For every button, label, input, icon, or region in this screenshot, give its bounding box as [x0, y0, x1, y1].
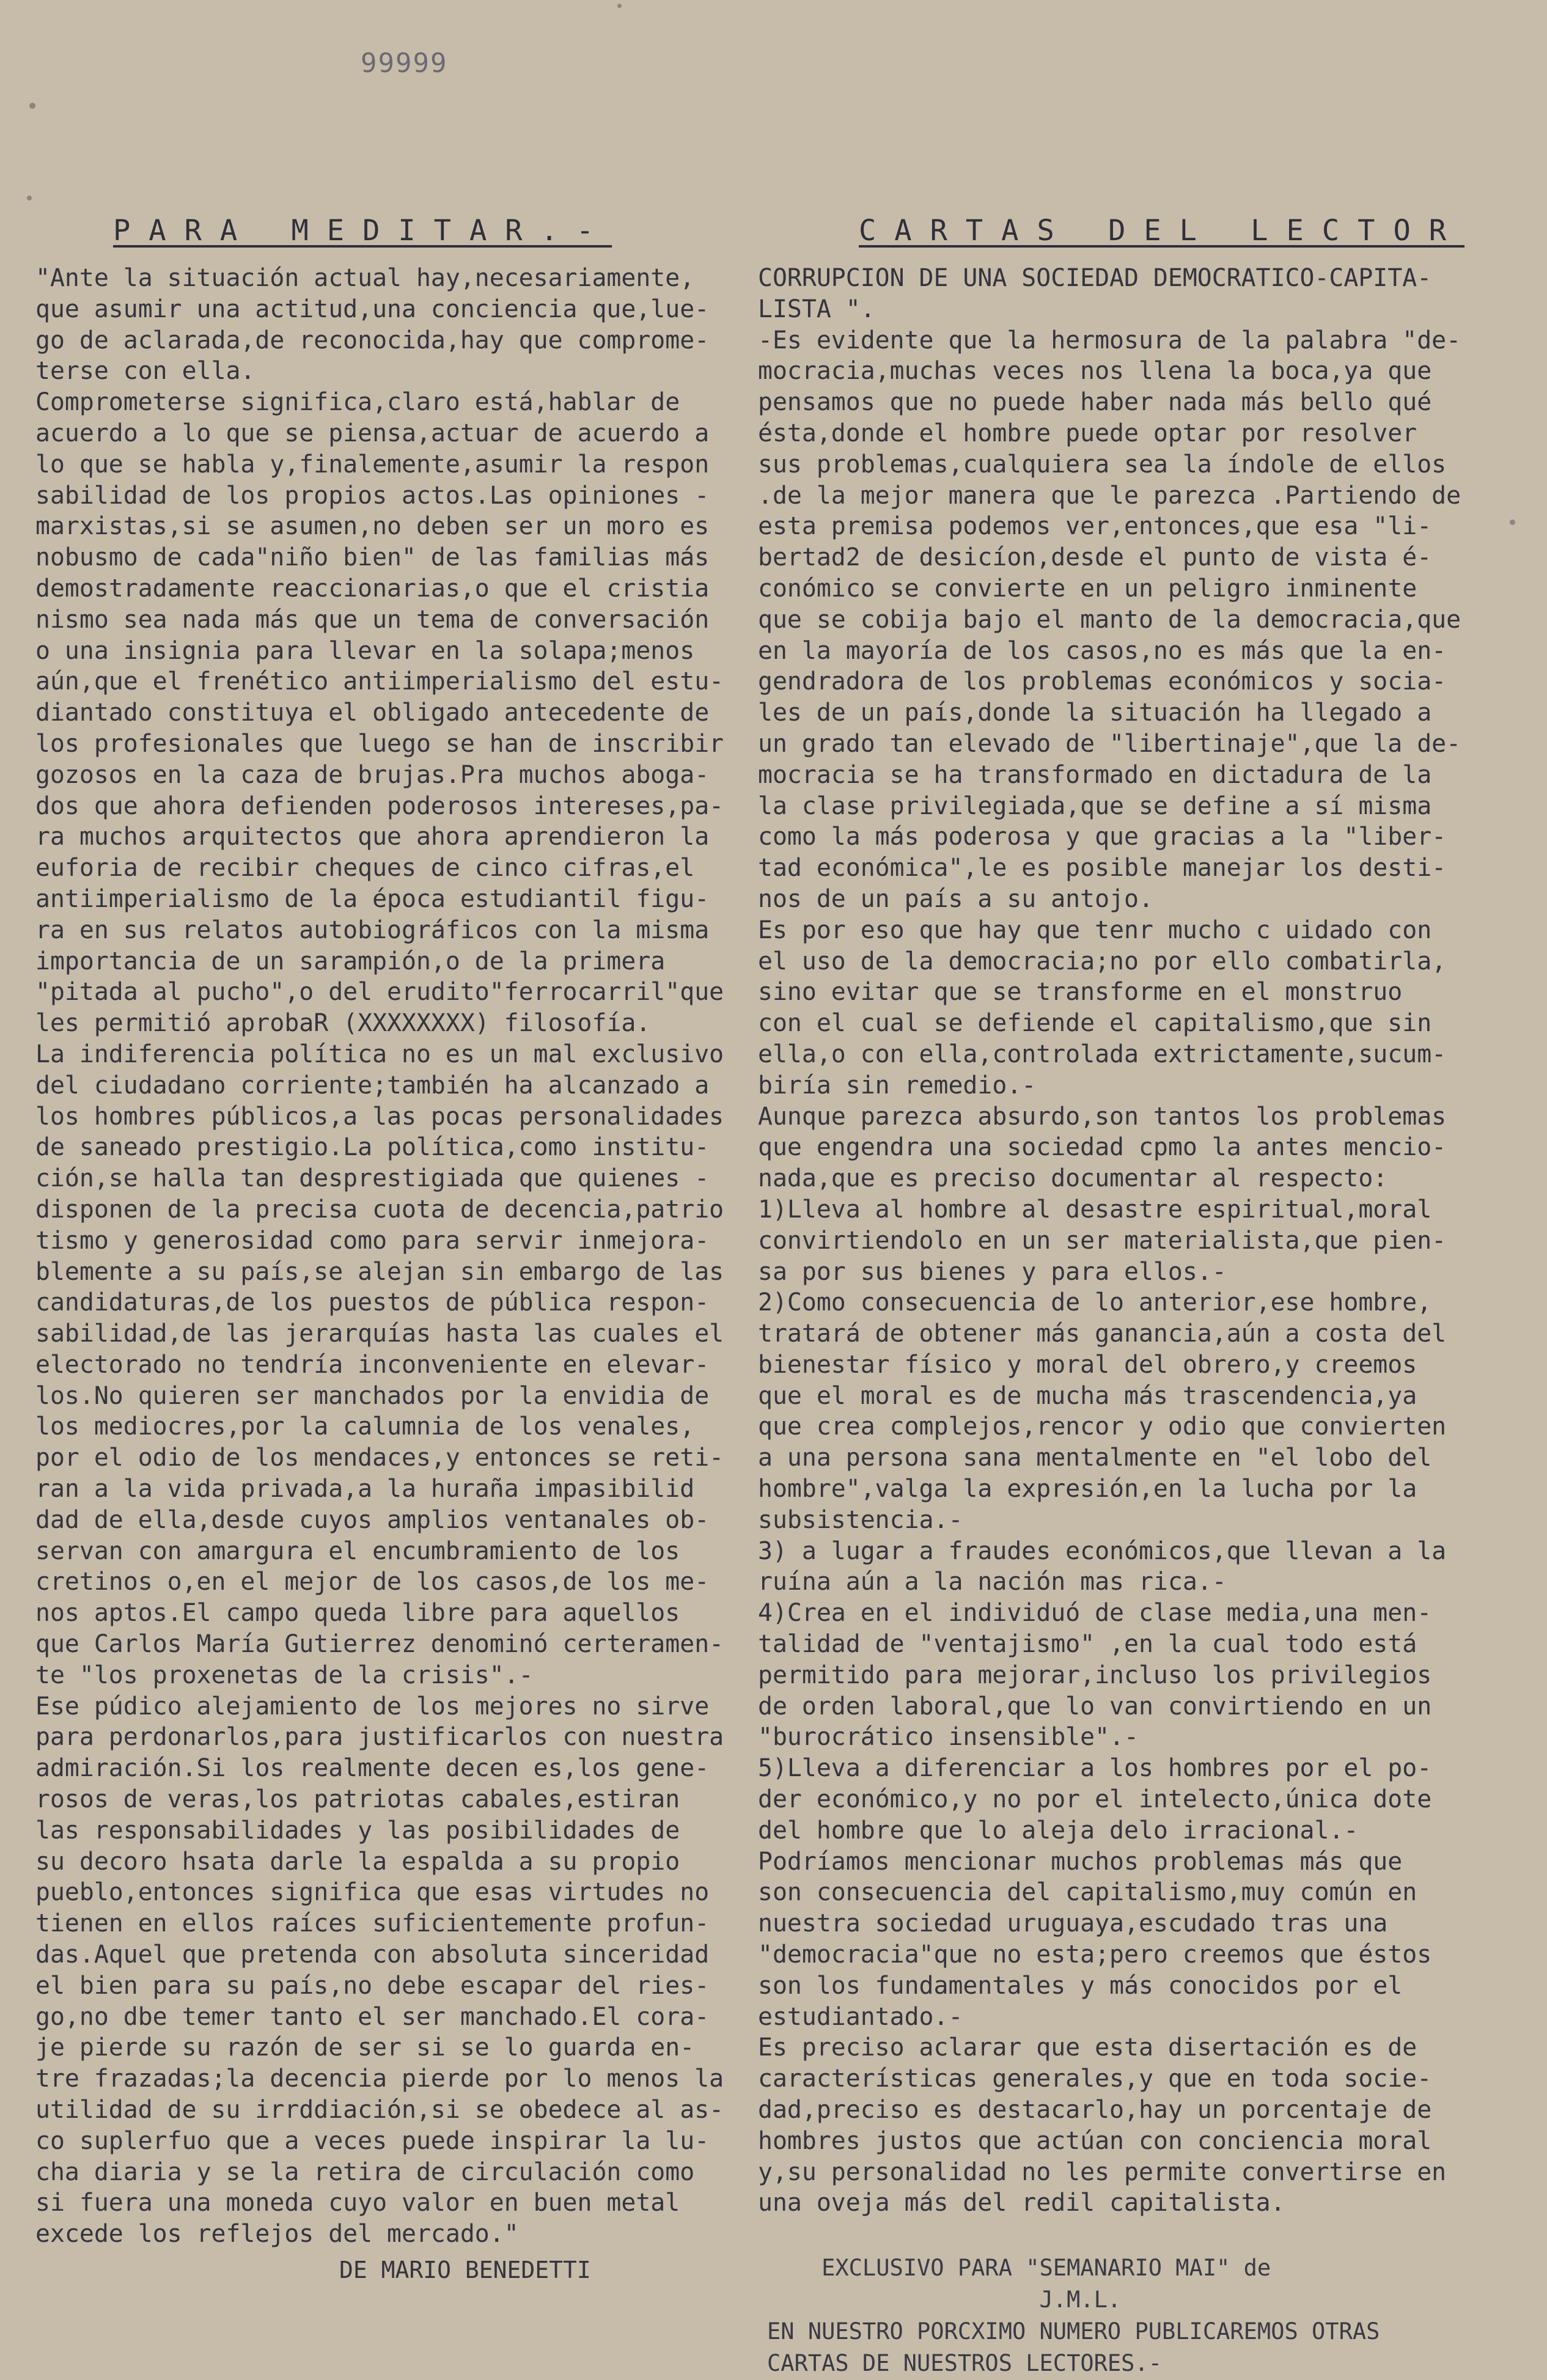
text-line: una oveja más del redil capitalista.	[758, 2189, 1285, 2217]
text-line: mocracia,muchas veces nos llena la boca,ya que	[758, 357, 1432, 386]
text-line: en la mayoría de los casos,no es más que la en-	[758, 636, 1447, 665]
text-line: un grado tan elevado de "libertinaje",que la de-	[758, 729, 1461, 758]
text-line: sabilidad de los propios actos.Las opiniones -	[35, 481, 710, 510]
text-line: je pierde su razón de ser si se lo guarda en-	[35, 2033, 695, 2062]
text-line: tre frazadas;la decencia pierde por lo menos la	[35, 2065, 724, 2093]
text-line: 3) a lugar a fraudes económicos,que llevan a la	[758, 1537, 1447, 1565]
ink-smudge	[29, 103, 35, 109]
text-line: dad,preciso es destacarlo,hay un porcentaje de	[758, 2096, 1432, 2125]
text-line: que engendra una sociedad cpmo la antes mencio-	[758, 1133, 1447, 1162]
text-line: les de un país,donde la situación ha llegado a	[758, 699, 1432, 727]
text-line: o una insignia para llevar en la solapa;menos	[35, 636, 695, 665]
text-line: ra en sus relatos autobiográficos con la misma	[35, 916, 710, 944]
text-line: blemente a su país,se alejan sin embargo de las	[35, 1257, 724, 1286]
text-line: das.Aquel que pretenda con absoluta sinceridad	[35, 1941, 710, 1969]
text-line: hombres justos que actúan con conciencia moral	[758, 2126, 1432, 2155]
text-line: características generales,y que en toda socie-	[758, 2065, 1432, 2093]
text-line: ésta,donde el hombre puede optar por resolver	[758, 419, 1417, 447]
text-line: La indiferencia política no es un mal exclusivo	[35, 1040, 724, 1068]
text-line: ruína aún a la nación mas rica.-	[758, 1568, 1227, 1596]
text-line: excede los reflejos del mercado."	[35, 2220, 519, 2249]
text-line: nada,que es preciso documentar al respecto:	[758, 1164, 1388, 1193]
text-line: Es por eso que hay que tenr mucho c uidado con	[758, 916, 1432, 944]
text-line: -Es evidente que la hermosura de la palabra "de-	[758, 326, 1461, 354]
text-line: de orden laboral,que lo van convirtiendo en un	[758, 1692, 1432, 1721]
text-line: nos de un país a su antojo.	[758, 884, 1153, 913]
text-line: como la más poderosa y que gracias a la "liber-	[758, 823, 1447, 851]
text-line: "democracia"que no esta;pero creemos que éstos	[758, 1941, 1432, 1969]
text-line: la clase privilegiada,que se define a sí misma	[758, 791, 1432, 820]
text-line: LISTA ".	[758, 295, 875, 323]
text-line: "pitada al pucho",o del erudito"ferrocarril"que	[35, 978, 724, 1007]
text-line: a una persona sana mentalmente en "el lobo del	[758, 1444, 1432, 1472]
text-line: pensamos que no puede haber nada más bello qué	[758, 388, 1432, 417]
text-line: Es preciso aclarar que esta disertación es de	[758, 2033, 1417, 2062]
text-line: nuestra sociedad uruguaya,escudado tras una	[758, 1909, 1388, 1938]
text-line: terse con ella.	[35, 357, 255, 386]
ink-smudge	[617, 4, 622, 8]
text-line: CORRUPCION DE UNA SOCIEDAD DEMOCRATICO-CAPITA-	[758, 264, 1432, 292]
text-line: bertad2 de desicíon,desde el punto de vista é-	[758, 543, 1432, 572]
text-line: de saneado prestigio.La política,como institu-	[35, 1133, 710, 1162]
text-line: su decoro hsata darle la espalda a su propio	[35, 1847, 680, 1876]
text-line: tismo y generosidad como para servir inmejora-	[35, 1226, 710, 1255]
text-line: que el moral es de mucha más trascendencia,ya	[758, 1381, 1417, 1410]
text-line: sa por sus bienes y para ellos.-	[758, 1257, 1227, 1286]
text-line: esta premisa podemos ver,entonces,que esa "li-	[758, 512, 1432, 541]
ink-smudge	[27, 196, 32, 200]
text-line: les permitió aprobaR (XXXXXXXX) filosofía.	[35, 1009, 651, 1038]
signature-line: EN NUESTRO PORCXIMO NUMERO PUBLICAREMOS OTRAS	[767, 2318, 1380, 2345]
ink-smudge	[1510, 520, 1515, 525]
text-line: sino evitar que se transforme en el monstruo	[758, 978, 1403, 1007]
text-line: si fuera una moneda cuyo valor en buen metal	[35, 2189, 680, 2217]
text-line: dos que ahora defienden poderosos intereses,pa-	[35, 791, 724, 820]
text-line: el bien para su país,no debe escapar del ries-	[35, 1971, 710, 2000]
text-line: ra muchos arquitectos que ahora aprendieron la	[35, 823, 710, 851]
text-line: los profesionales que luego se han de inscribir	[35, 729, 724, 758]
text-line: 4)Crea en el individuó de clase media,una men-	[758, 1599, 1432, 1628]
text-line: tad económica",le es posible manejar los desti-	[758, 854, 1447, 883]
letter-signature-block	[767, 2252, 1525, 2379]
text-line: las responsabilidades y las posibilidades de	[35, 1816, 680, 1845]
text-line: gendradora de los problemas económicos y socia-	[758, 667, 1447, 696]
text-line: gozosos en la caza de brujas.Pra muchos aboga-	[35, 760, 710, 789]
text-line: con el cual se defiende el capitalismo,que sin	[758, 1009, 1432, 1038]
text-line: los hombres públicos,a las pocas personalidades	[35, 1102, 724, 1131]
text-line: por el odio de los mendaces,y entonces se reti-	[35, 1444, 724, 1472]
text-line: disponen de la precisa cuota de decencia,patrio	[35, 1195, 724, 1224]
text-line: los mediocres,por la calumnia de los venales,	[35, 1412, 695, 1441]
text-line: sus problemas,cualquiera sea la índole de ellos	[758, 450, 1447, 479]
text-line: para perdonarlos,para justificarlos con nuestra	[35, 1723, 724, 1752]
text-line: estudiantado.-	[758, 2002, 963, 2031]
text-line: co suplerfuo que a veces puede inspirar la lu-	[35, 2126, 710, 2155]
text-line: acuerdo a lo que se piensa,actuar de acuerdo a	[35, 419, 710, 447]
text-line: dad de ella,desde cuyos amplios ventanales ob-	[35, 1505, 710, 1534]
left-column-text	[35, 263, 763, 2250]
signature-line: EXCLUSIVO PARA "SEMANARIO MAI" de	[767, 2255, 1271, 2281]
text-line: cha diaria y se la retira de circulación como	[35, 2158, 695, 2186]
left-column-heading: PARA MEDITAR.-	[113, 214, 612, 248]
text-line: diantado constituya el obligado antecedente de	[35, 699, 710, 727]
text-line: sabilidad,de las jerarquías hasta las cuales el	[35, 1320, 724, 1348]
text-line: nismo sea nada más que un tema de conversación	[35, 605, 710, 634]
text-line: nobusmo de cada"niño bien" de las familias más	[35, 543, 710, 572]
text-line: ran a la vida privada,a la huraña impasibilid	[35, 1475, 695, 1504]
text-line: "Ante la situación actual hay,necesariamente,	[35, 264, 695, 292]
text-line: Ese púdico alejamiento de los mejores no sirve	[35, 1692, 710, 1721]
text-line: del hombre que lo aleja delo irracional.-	[758, 1816, 1359, 1845]
text-line: der económico,y no por el intelecto,única dote	[758, 1785, 1432, 1814]
text-line: admiración.Si los realmente decen es,los gene-	[35, 1754, 710, 1783]
text-line: lo que se habla y,finalemente,asumir la respon	[35, 450, 710, 479]
text-line: cretinos o,en el mejor de los casos,de los me-	[35, 1568, 710, 1596]
text-line: permitido para mejorar,incluso los privilegios	[758, 1661, 1432, 1689]
right-column-heading: CARTAS DEL LECTOR	[859, 214, 1465, 248]
text-line: utilidad de su irrddiación,si se obedece al as-	[35, 2096, 724, 2125]
text-line: mocracia se ha transformado en dictadura de la	[758, 760, 1432, 789]
text-line: go,no dbe temer tanto el ser manchado.El cora-	[35, 2002, 710, 2031]
text-line: que Carlos María Gutierrez denominó certeramen-	[35, 1630, 724, 1659]
text-line: importancia de un sarampión,o de la primera	[35, 947, 666, 975]
text-line: del ciudadano corriente;también ha alcanzado a	[35, 1071, 710, 1100]
text-line: ella,o con ella,controlada extrictamente,sucum-	[758, 1040, 1447, 1068]
text-line: marxistas,si se asumen,no deben ser un moro es	[35, 512, 710, 541]
text-line: candidaturas,de los puestos de pública respon-	[35, 1288, 710, 1317]
text-line: tienen en ellos raíces suficientemente profun-	[35, 1909, 710, 1938]
text-line: biría sin remedio.-	[758, 1071, 1037, 1100]
right-column-text	[758, 263, 1516, 2219]
signature-line: CARTAS DE NUESTROS LECTORES.-	[767, 2350, 1163, 2376]
text-line: subsistencia.-	[758, 1505, 963, 1534]
text-line: servan con amargura el encumbramiento de los	[35, 1537, 680, 1565]
text-line: 2)Como consecuencia de lo anterior,ese hombre,	[758, 1288, 1432, 1317]
text-line: go de aclarada,de reconocida,hay que comprome-	[35, 326, 710, 354]
text-line: bienestar físico y moral del obrero,y creemos	[758, 1350, 1417, 1379]
text-line: demostradamente reaccionarias,o que el cristia	[35, 574, 710, 603]
text-line: euforia de recibir cheques de cinco cifras,el	[35, 854, 695, 883]
text-line: tratará de obtener más ganancia,aún a costa del	[758, 1320, 1447, 1348]
page-number: 99999	[361, 48, 448, 79]
text-line: que asumir una actitud,una conciencia que,lue-	[35, 295, 710, 323]
text-line: conómico se convierte en un peligro inminente	[758, 574, 1417, 603]
text-line: Comprometerse significa,claro está,hablar de	[35, 388, 680, 417]
signature-line: J.M.L.	[767, 2286, 1122, 2313]
text-line: te "los proxenetas de la crisis".-	[35, 1661, 534, 1689]
text-line: y,su personalidad no les permite convertirse en	[758, 2158, 1447, 2186]
author-credit: DE MARIO BENEDETTI	[339, 2257, 591, 2283]
text-line: pueblo,entonces significa que esas virtudes no	[35, 1878, 710, 1907]
text-line: 1)Lleva al hombre al desastre espiritual,moral	[758, 1195, 1432, 1224]
text-line: el uso de la democracia;no por ello combatirla,	[758, 947, 1447, 975]
text-line: ción,se halla tan desprestigiada que quienes -	[35, 1164, 710, 1193]
text-line: Aunque parezca absurdo,son tantos los problemas	[758, 1102, 1447, 1131]
text-line: rosos de veras,los patriotas cabales,estiran	[35, 1785, 680, 1814]
text-line: que crea complejos,rencor y odio que convierten	[758, 1412, 1447, 1441]
text-line: .de la mejor manera que le parezca .Partiendo de	[758, 481, 1461, 510]
text-line: talidad de "ventajismo" ,en la cual todo está	[758, 1630, 1417, 1659]
text-line: "burocrático insensible".-	[758, 1723, 1139, 1752]
text-line: que se cobija bajo el manto de la democracia,que	[758, 605, 1461, 634]
text-line: nos aptos.El campo queda libre para aquellos	[35, 1599, 680, 1628]
text-line: son los fundamentales y más conocidos por el	[758, 1971, 1403, 2000]
text-line: Podríamos mencionar muchos problemas más que	[758, 1847, 1403, 1876]
text-line: convirtiendolo en un ser materialista,que pien-	[758, 1226, 1447, 1255]
text-line: hombre",valga la expresión,en la lucha por la	[758, 1475, 1417, 1504]
text-line: aún,que el frenético antiimperialismo del estu-	[35, 667, 724, 696]
text-line: 5)Lleva a diferenciar a los hombres por el po-	[758, 1754, 1432, 1783]
text-line: son consecuencia del capitalismo,muy común en	[758, 1878, 1417, 1907]
text-line: electorado no tendría inconveniente en elevar-	[35, 1350, 710, 1379]
text-line: los.No quieren ser manchados por la envidia de	[35, 1381, 710, 1410]
text-line: antiimperialismo de la época estudiantil figu-	[35, 884, 710, 913]
